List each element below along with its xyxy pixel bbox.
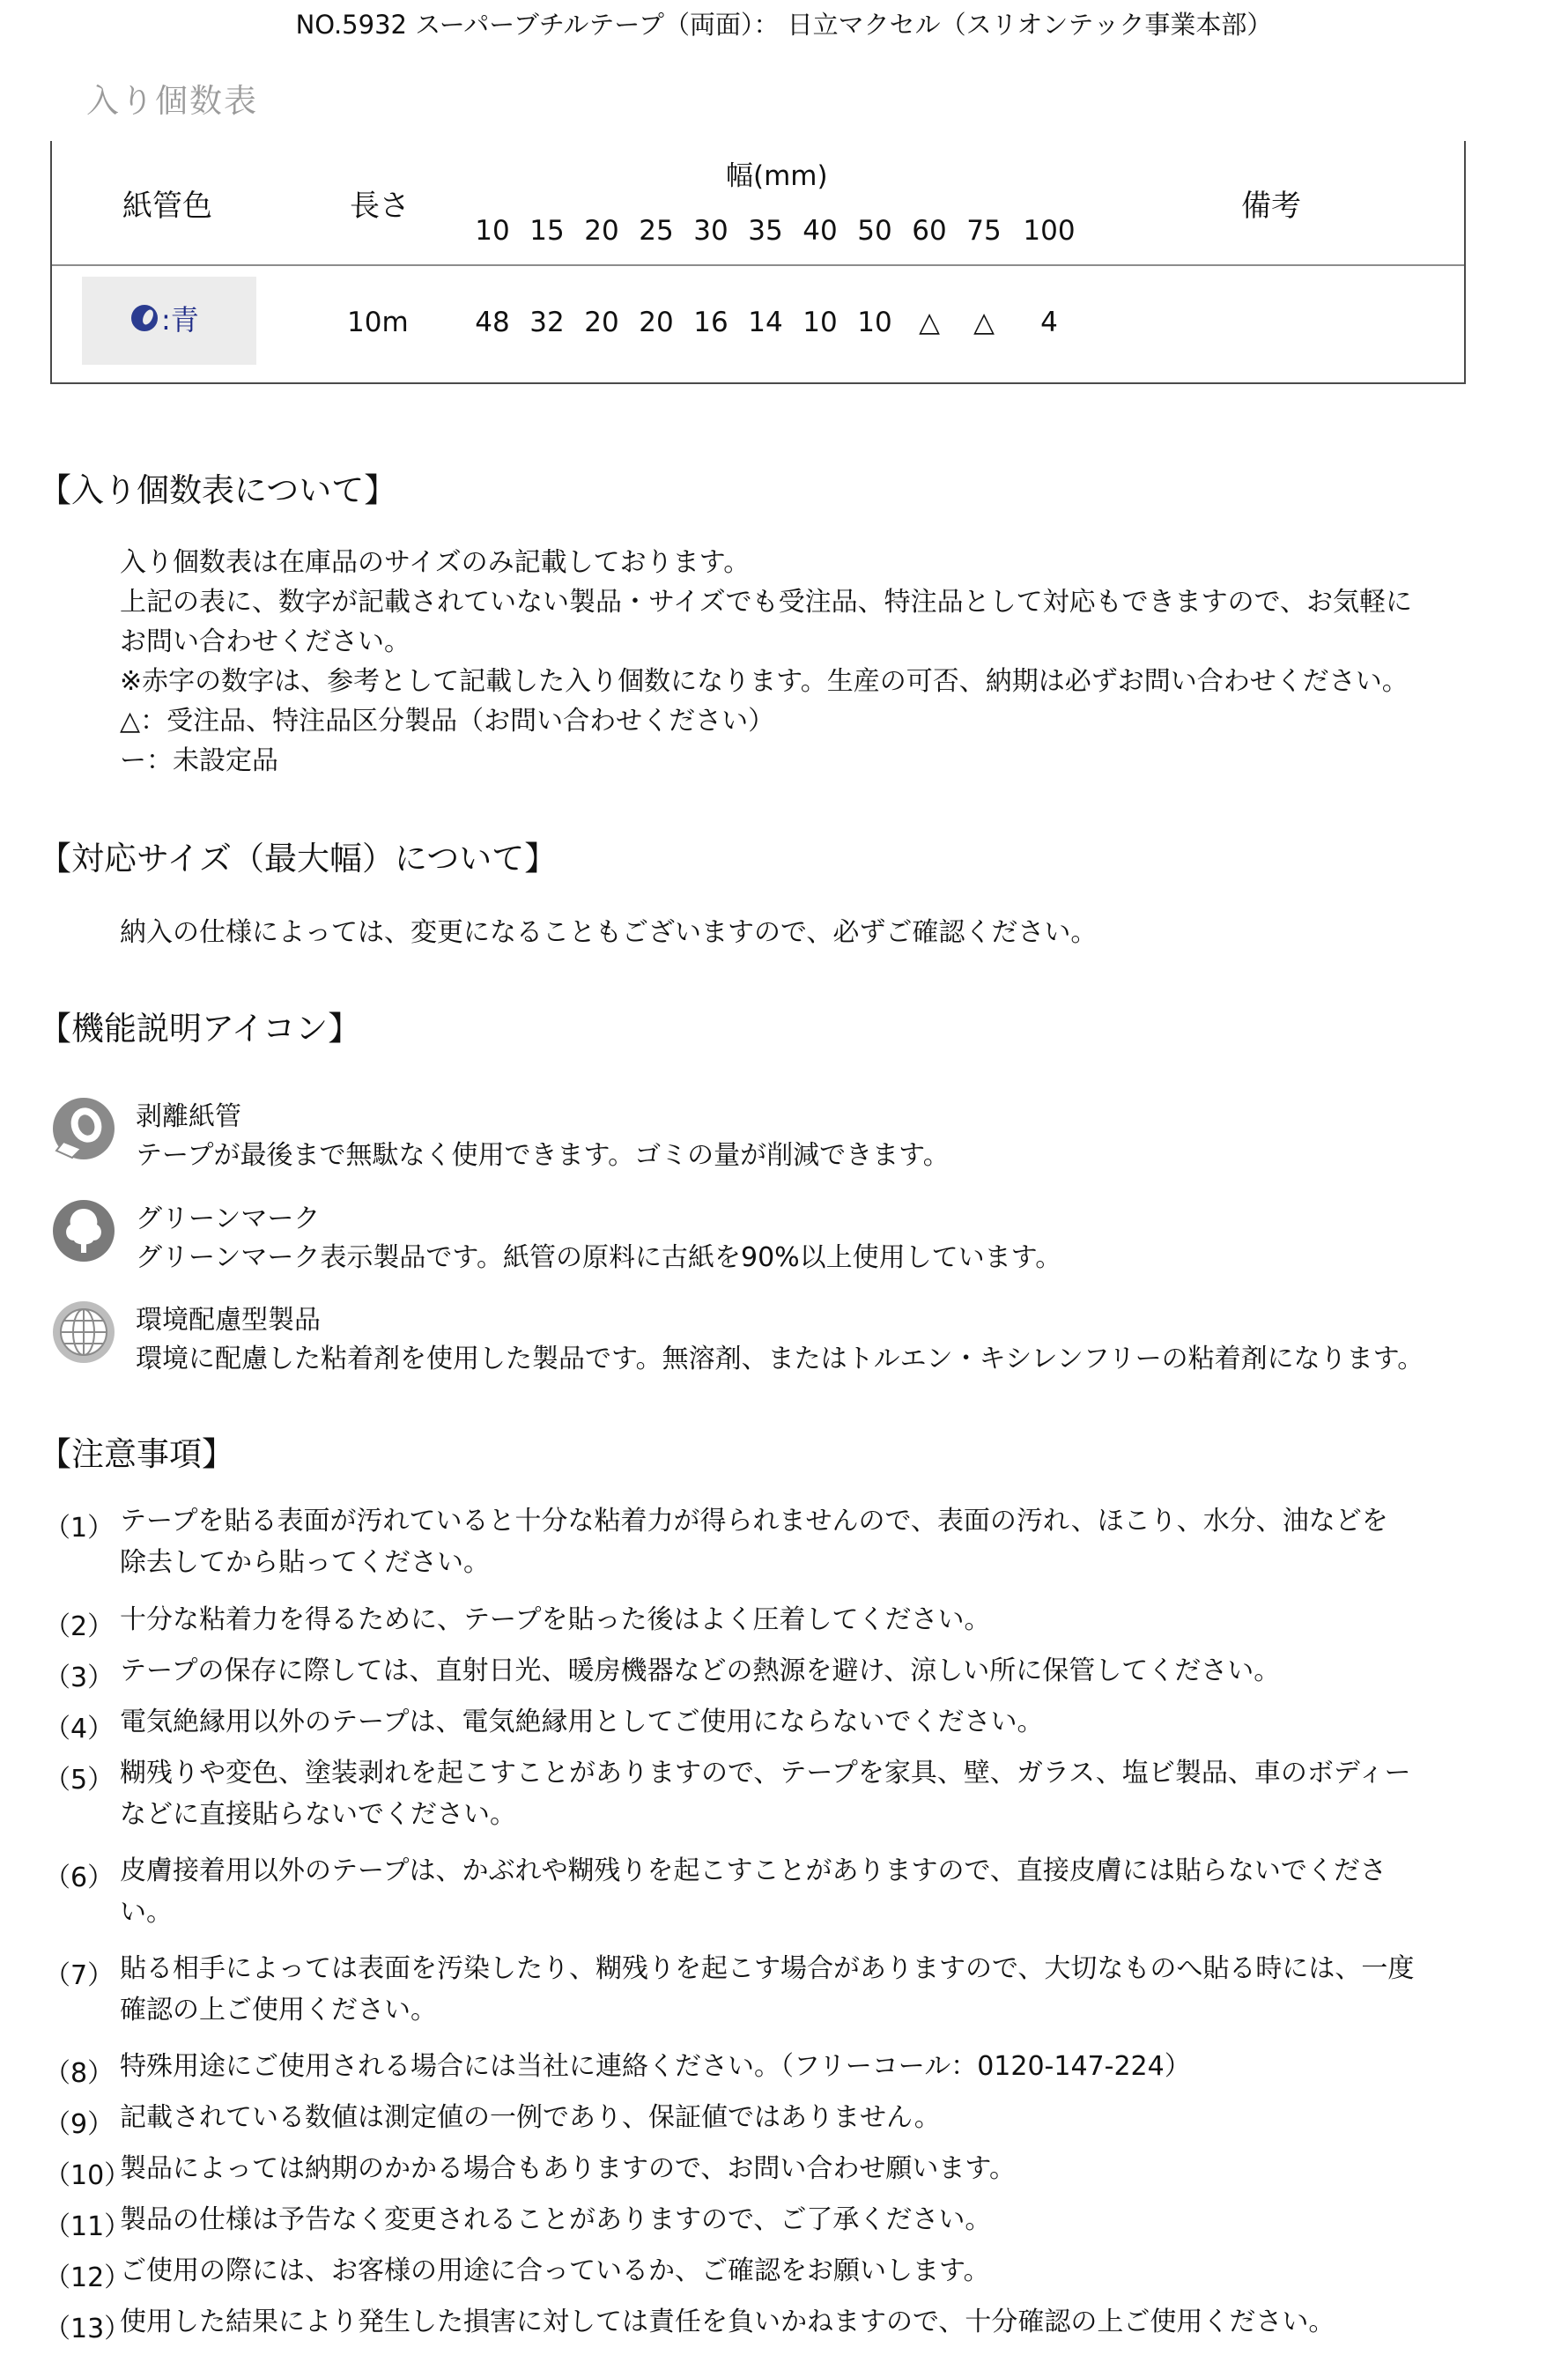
width-value: 75 — [966, 215, 1002, 247]
caution-line: 十分な粘着力を得るために、テープを貼った後はよく圧着してください。 — [120, 1604, 991, 1635]
caution-line: 製品によっては納期のかかる場合もありますので、お問い合わせ願います。 — [120, 2153, 1016, 2184]
column-header-width: 幅(mm) — [726, 160, 828, 192]
caution-line: 貼る相手によっては表面を汚染したり、糊残りを起こす場合がありますので、大切なものへ貼る時には、一度 — [120, 1953, 1415, 1984]
caution-number: （9） — [44, 2109, 115, 2140]
width-value: 60 — [912, 215, 947, 247]
caution-number: （11） — [44, 2211, 131, 2242]
count-value: 20 — [639, 307, 674, 338]
caution-number: （2） — [44, 1611, 115, 1642]
caution-number: （6） — [44, 1863, 115, 1893]
caution-line: ご使用の際には、お客様の用途に合っているか、ご確認をお願いします。 — [120, 2255, 990, 2286]
about-table-line: 上記の表に、数字が記載されていない製品・サイズでも受注品、特注品として対応もできますので、お気軽に — [120, 587, 1412, 618]
function-item-title: 環境配慮型製品 — [136, 1305, 321, 1336]
about-table-line: ー：未設定品 — [120, 745, 278, 776]
green-mark-icon — [51, 1198, 116, 1263]
table-header-divider — [52, 264, 1464, 266]
width-value: 100 — [1023, 215, 1076, 247]
caution-line: 特殊用途にご使用される場合には当社に連絡ください。（フリーコール：0120-147-224） — [120, 2051, 1191, 2082]
eco-globe-icon — [51, 1300, 116, 1365]
caution-line: 製品の仕様は予告なく変更されることがありますので、ご了承ください。 — [120, 2204, 992, 2235]
caution-number: （3） — [44, 1663, 115, 1693]
caution-line: などに直接貼らないでください。 — [120, 1799, 516, 1830]
caution-number: （5） — [44, 1765, 115, 1796]
release-core-icon — [51, 1096, 116, 1161]
caution-number: （4） — [44, 1714, 115, 1744]
width-value: 25 — [639, 215, 674, 247]
count-value: 10 — [802, 307, 838, 338]
function-item-green-mark — [51, 1191, 1496, 1276]
caution-line: い。 — [120, 1897, 173, 1928]
about-table-line: お問い合わせください。 — [120, 626, 410, 657]
caution-line: テープの保存に際しては、直射日光、暖房機器などの熱源を避け、涼しい所に保管してください。 — [120, 1655, 1281, 1686]
caution-number: （7） — [44, 1960, 115, 1991]
function-item-desc: テープが最後まで無駄なく使用できます。ゴミの量が削減できます。 — [136, 1140, 950, 1171]
width-value: 10 — [475, 215, 510, 247]
width-value: 20 — [584, 215, 619, 247]
caution-line: 糊残りや変色、塗装剥れを起こすことがありますので、テープを家具、壁、ガラス、塩ビ製品、車のボディー — [120, 1758, 1411, 1788]
function-item-title: グリーンマーク — [136, 1203, 321, 1234]
width-value: 30 — [693, 215, 729, 247]
caution-line: 記載されている数値は測定値の一例であり、保証値ではありません。 — [120, 2102, 941, 2133]
count-value: 4 — [1040, 307, 1058, 338]
caution-number: （1） — [44, 1513, 115, 1544]
count-value: 20 — [584, 307, 619, 338]
core-color-label: :青 — [161, 303, 199, 337]
about-table-line: △：受注品、特注品区分製品（お問い合わせください） — [120, 706, 775, 737]
caution-line: テープを貼る表面が汚れていると十分な粘着力が得られませんので、表面の汚れ、ほこり、水分、油などを — [120, 1506, 1388, 1537]
about-table-line: ※赤字の数字は、参考として記載した入り個数になります。生産の可否、納期は必ずお問い合わせください。 — [120, 666, 1409, 697]
quantity-table-heading: 入り個数表 — [86, 82, 258, 120]
caution-number: （10） — [44, 2160, 131, 2191]
count-value: △ — [919, 307, 940, 338]
about-table-line: 入り個数表は在庫品のサイズのみ記載しております。 — [120, 547, 751, 578]
section-title-cautions: 【注意事項】 — [39, 1435, 234, 1473]
column-header-notes: 備考 — [1241, 189, 1301, 224]
count-value: 10 — [857, 307, 892, 338]
count-value: 14 — [748, 307, 783, 338]
column-header-length: 長さ — [350, 189, 410, 224]
function-item-desc: 環境に配慮した粘着剤を使用した製品です。無溶剤、またはトルエン・キシレンフリーの粘着剤になります。 — [136, 1344, 1424, 1374]
count-value: 48 — [475, 307, 510, 338]
about-table-text — [120, 543, 1468, 781]
width-value: 40 — [802, 215, 838, 247]
section-title-about-table: 【入り個数表について】 — [39, 471, 397, 509]
width-value: 50 — [857, 215, 892, 247]
width-value: 15 — [529, 215, 565, 247]
function-item-desc: グリーンマーク表示製品です。紙管の原料に古紙を90%以上使用しています。 — [136, 1242, 1062, 1273]
count-value: △ — [973, 307, 995, 338]
function-item-release-core — [51, 1089, 1496, 1174]
function-item-eco-product — [51, 1292, 1496, 1377]
section-title-function-icons: 【機能説明アイコン】 — [39, 1010, 361, 1048]
quantity-table — [50, 141, 1466, 384]
section-title-size: 【対応サイズ（最大幅）について】 — [39, 840, 558, 878]
caution-line: 除去してから貼ってください。 — [120, 1547, 490, 1578]
caution-line: 皮膚接着用以外のテープは、かぶれや糊残りを起こすことがありますので、直接皮膚には貼らないでくださ — [120, 1855, 1387, 1886]
caution-number: （12） — [44, 2262, 131, 2293]
caution-line: 使用した結果により発生した損害に対しては責任を負いかねますので、十分確認の上ご使用ください。 — [120, 2307, 1335, 2337]
blue-core-icon — [131, 305, 158, 331]
caution-line: 確認の上ご使用ください。 — [120, 1995, 437, 2025]
caution-number: （8） — [44, 2058, 115, 2089]
caution-number: （13） — [44, 2314, 131, 2344]
count-value: 16 — [693, 307, 729, 338]
length-value: 10m — [347, 307, 409, 338]
core-color-chip — [82, 277, 256, 365]
caution-line: 電気絶縁用以外のテープは、電気絶縁用としてご使用にならないでください。 — [120, 1707, 1044, 1737]
page-title: NO.5932 スーパーブチルテープ（両面）： 日立マクセル（スリオンテック事業本部） — [295, 10, 1273, 40]
function-item-title: 剥離紙管 — [136, 1101, 241, 1132]
column-header-core-color: 紙管色 — [122, 189, 212, 224]
size-info-line: 納入の仕様によっては、変更になることもございますので、必ずご確認ください。 — [120, 917, 1098, 948]
size-info-text — [120, 913, 1468, 952]
width-value: 35 — [748, 215, 783, 247]
count-value: 32 — [529, 307, 565, 338]
